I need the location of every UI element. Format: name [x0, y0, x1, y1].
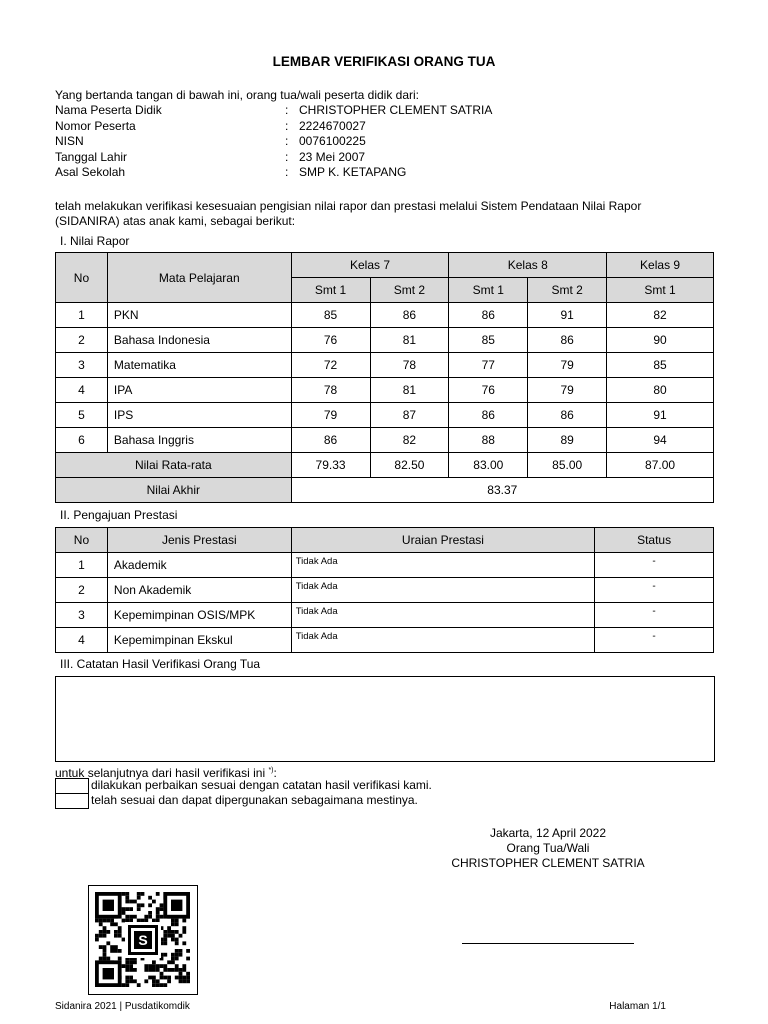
row-score: 86 [528, 328, 607, 353]
row-uraian: Tidak Ada [291, 553, 594, 578]
notes-box[interactable] [55, 676, 715, 762]
row-score: 94 [607, 428, 714, 453]
average-label: Nilai Rata-rata [56, 453, 292, 478]
followup-text: untuk selanjutnya dari hasil verifikasi ini *): [55, 766, 277, 780]
average-value: 85.00 [528, 453, 607, 478]
row-jenis: Kepemimpinan Ekskul [107, 628, 291, 653]
average-value: 87.00 [607, 453, 714, 478]
row-no: 5 [56, 403, 108, 428]
final-value: 83.37 [291, 478, 713, 503]
table-row [56, 378, 714, 403]
signer-name: CHRISTOPHER CLEMENT SATRIA [451, 856, 645, 870]
section-1-title: I. Nilai Rapor [60, 234, 130, 248]
section-3-title: III. Catatan Hasil Verifikasi Orang Tua [60, 657, 261, 671]
row-score: 77 [449, 353, 528, 378]
signature-block [430, 826, 666, 871]
row-no: 3 [56, 353, 108, 378]
info-separator: : [285, 164, 289, 179]
section-2-title: II. Pengajuan Prestasi [60, 508, 178, 522]
footnote-mark: *) [268, 767, 274, 774]
info-label: Nama Peserta Didik [55, 103, 162, 118]
prestasi-table [55, 527, 714, 653]
header-uraian: Uraian Prestasi [291, 528, 594, 553]
row-status: - [595, 578, 714, 603]
row-score: 86 [370, 303, 449, 328]
average-value: 79.33 [291, 453, 370, 478]
row-score: 79 [528, 353, 607, 378]
info-value: 2224670027 [299, 118, 366, 133]
info-value: SMP K. KETAPANG [299, 164, 407, 179]
footer-right: Halaman 1/1 [609, 1001, 666, 1012]
info-label: Tanggal Lahir [55, 149, 128, 164]
table-row [56, 353, 714, 378]
table-row [56, 603, 714, 628]
info-separator: : [285, 134, 289, 149]
footer-left: Sidanira 2021 | Pusdatikomdik [55, 1001, 190, 1012]
row-score: 91 [607, 403, 714, 428]
row-score: 72 [291, 353, 370, 378]
row-score: 79 [528, 378, 607, 403]
header-subject: Mata Pelajaran [107, 253, 291, 303]
table-row [56, 428, 714, 453]
row-score: 91 [528, 303, 607, 328]
header-no: No [56, 528, 108, 553]
row-score: 86 [449, 403, 528, 428]
row-subject: IPS [107, 403, 291, 428]
statement-line-2: (SIDANIRA) atas anak kami, sebagai berikut: [55, 214, 296, 228]
header-smt: Smt 1 [607, 278, 714, 303]
final-label: Nilai Akhir [56, 478, 292, 503]
row-no: 3 [56, 603, 108, 628]
intro-text: Yang bertanda tangan di bawah ini, orang tua/wali peserta didik dari: [55, 88, 420, 102]
info-row [55, 150, 492, 165]
qr-code [88, 885, 198, 995]
average-value: 83.00 [449, 453, 528, 478]
row-score: 86 [291, 428, 370, 453]
table-row [56, 403, 714, 428]
info-row [55, 103, 492, 118]
header-kelas-8: Kelas 8 [449, 253, 607, 278]
header-status: Status [595, 528, 714, 553]
average-row [56, 453, 714, 478]
option-2-checkbox[interactable] [55, 793, 89, 809]
student-info [55, 88, 492, 180]
row-subject: Bahasa Indonesia [107, 328, 291, 353]
row-score: 86 [528, 403, 607, 428]
row-subject: PKN [107, 303, 291, 328]
statement [55, 199, 641, 229]
row-score: 85 [449, 328, 528, 353]
row-no: 2 [56, 578, 108, 603]
option-2-label: telah sesuai dan dapat dipergunakan sebagaimana mestinya. [91, 793, 418, 807]
row-score: 78 [291, 378, 370, 403]
header-no: No [56, 253, 108, 303]
row-score: 88 [449, 428, 528, 453]
info-row [55, 165, 492, 180]
row-score: 81 [370, 378, 449, 403]
info-label: Asal Sekolah [55, 164, 126, 179]
table-row [56, 628, 714, 653]
info-row [55, 119, 492, 134]
rapor-table [55, 252, 714, 503]
qr-code-icon [89, 886, 197, 994]
page-title: LEMBAR VERIFIKASI ORANG TUA [272, 54, 496, 69]
header-smt: Smt 2 [370, 278, 449, 303]
row-score: 90 [607, 328, 714, 353]
row-subject: Bahasa Inggris [107, 428, 291, 453]
row-status: - [595, 603, 714, 628]
signer-role: Orang Tua/Wali [506, 841, 590, 855]
row-jenis: Non Akademik [107, 578, 291, 603]
row-uraian: Tidak Ada [291, 603, 594, 628]
header-jenis: Jenis Prestasi [107, 528, 291, 553]
row-jenis: Akademik [107, 553, 291, 578]
info-separator: : [285, 103, 289, 118]
option-1-label: dilakukan perbaikan sesuai dengan catatan hasil verifikasi kami. [91, 778, 432, 792]
table-row [56, 328, 714, 353]
row-score: 81 [370, 328, 449, 353]
info-label: Nomor Peserta [55, 118, 136, 133]
header-kelas-9: Kelas 9 [607, 253, 714, 278]
row-score: 86 [449, 303, 528, 328]
info-value: 23 Mei 2007 [299, 149, 366, 164]
signature-line [462, 943, 634, 944]
row-score: 89 [528, 428, 607, 453]
row-score: 82 [607, 303, 714, 328]
row-status: - [595, 553, 714, 578]
svg-text:S: S [138, 932, 148, 948]
row-score: 82 [370, 428, 449, 453]
info-label: NISN [55, 134, 84, 149]
row-score: 76 [449, 378, 528, 403]
average-value: 82.50 [370, 453, 449, 478]
row-subject: Matematika [107, 353, 291, 378]
row-score: 76 [291, 328, 370, 353]
row-score: 85 [291, 303, 370, 328]
info-value: CHRISTOPHER CLEMENT SATRIA [299, 103, 493, 118]
place-date: Jakarta, 12 April 2022 [489, 826, 607, 840]
option-1-checkbox[interactable] [55, 778, 89, 794]
header-smt: Smt 1 [291, 278, 370, 303]
row-score: 79 [291, 403, 370, 428]
row-jenis: Kepemimpinan OSIS/MPK [107, 603, 291, 628]
row-score: 85 [607, 353, 714, 378]
row-subject: IPA [107, 378, 291, 403]
table-row [56, 553, 714, 578]
row-score: 78 [370, 353, 449, 378]
final-row [56, 478, 714, 503]
row-status: - [595, 628, 714, 653]
table-row [56, 303, 714, 328]
info-separator: : [285, 118, 289, 133]
info-value: 0076100225 [299, 134, 366, 149]
row-no: 4 [56, 378, 108, 403]
table-row [56, 578, 714, 603]
row-score: 80 [607, 378, 714, 403]
row-no: 4 [56, 628, 108, 653]
header-kelas-7: Kelas 7 [291, 253, 449, 278]
row-score: 87 [370, 403, 449, 428]
row-uraian: Tidak Ada [291, 578, 594, 603]
row-uraian: Tidak Ada [291, 628, 594, 653]
row-no: 2 [56, 328, 108, 353]
header-smt: Smt 1 [449, 278, 528, 303]
row-no: 1 [56, 553, 108, 578]
info-row [55, 134, 492, 149]
info-separator: : [285, 149, 289, 164]
header-smt: Smt 2 [528, 278, 607, 303]
row-no: 1 [56, 303, 108, 328]
row-no: 6 [56, 428, 108, 453]
statement-line-1: telah melakukan verifikasi kesesuaian pengisian nilai rapor dan prestasi melalui Sistem Pendataan Nilai Rapor [55, 199, 642, 213]
